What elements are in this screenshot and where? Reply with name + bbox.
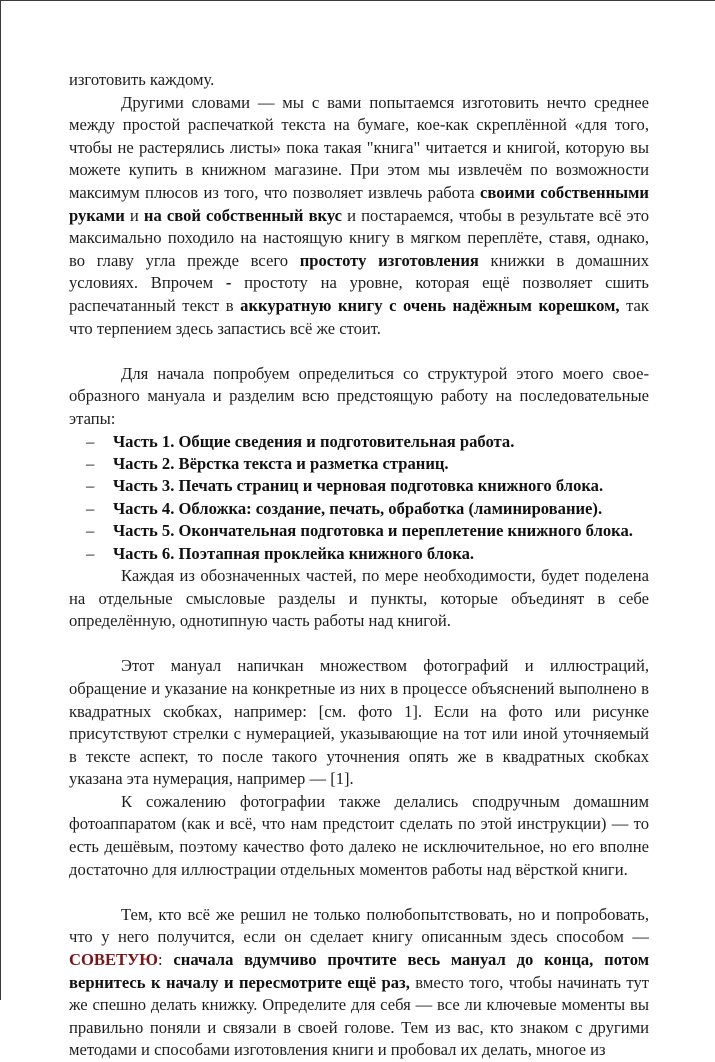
paragraph-gap [69,340,649,363]
list-item-text: Часть 2. Вёрстка текста и разметка страниц. [113,453,449,473]
dash-bullet-icon: – [86,543,95,563]
text-run: : [157,950,174,970]
parts-list [69,431,649,565]
paragraph-gap [69,881,649,904]
list-item [69,543,649,565]
text-run: К сожалению фотографии также делались сподручным домашним фотоаппаратом (как и всё, что нам предстоит сделать по этой инструкции) — то есть дешёвым, поэтому качество фото далеко не исключительное, но его вполне достаточно для иллюстрации отдельных моментов работы над вёрсткой книги. [69,791,649,879]
list-item [69,498,649,520]
text-run: и постараемся, чтобы в результате всё это максимально походило на настоящую книгу в мягком переплёте, ставя, однако, во главу угла прежде всего [69,205,649,270]
document-page [69,69,649,1062]
paragraph-after-list [69,565,649,633]
text-run: Для начала попробуем определиться со структурой этого моего свое-образного мануала и разделим всю предстоящую работу на последовательные этапы: [69,363,649,428]
dash-bullet-icon: – [86,453,95,473]
text-run: Тем, кто всё же решил не только полюбопытствовать, но и попробовать, что у него получится, если он сделает книгу описанным здесь способом — [69,904,649,947]
paragraph-continuation [69,69,649,92]
list-item [69,475,649,497]
list-item [69,431,649,453]
paragraph-advice [69,904,649,1062]
list-item-text: Часть 6. Поэтапная проклейка книжного блока. [113,543,475,563]
bold-phrase: на свой собственный вкус [143,205,343,225]
dash-bullet-icon: – [86,521,95,541]
list-item-text: Часть 3. Печать страниц и черновая подготовка книжного блока. [113,476,604,496]
paragraph-photos [69,655,649,791]
list-item-text: Часть 4. Обложка: создание, печать, обработка (ламинирование). [113,498,603,518]
list-item [69,453,649,475]
paragraph-camera [69,791,649,881]
bold-phrase: своими собственными руками [69,182,649,225]
text-run: Другими словами — мы с вами попытаемся изготовить нечто среднее между простой распечаткой текста на бумаге, кое-как скреплённой «для того, чтобы не растерялись листы» пока такая "книга" читается и книгой, которую вы можете купить в книжном магазине. При этом мы извлечём по возможности максимум плюсов из того, что позволяет извлечь работа [69,92,649,202]
paragraph-purpose [69,92,649,341]
paragraph-structure-intro [69,363,649,431]
paragraph-gap [69,633,649,656]
dash-bullet-icon: – [86,476,95,496]
list-item-text: Часть 1. Общие сведения и подготовительная работа. [113,431,515,451]
text-run: книжки в домашних условиях. Впрочем [69,250,649,293]
dash-bullet-icon: – [86,498,95,518]
text-run: вместо того, чтобы начинать тут же спешно делать книжку. Определите для себя — все ли ключевые моменты вы правильно поняли и связали в своей голове. Тем из вас, кто знаком с другими методами и способами изготовления книги и пробовал их делать, многое из [69,972,649,1060]
list-item-text: Часть 5. Окончательная подготовка и переплетение книжного блока. [113,521,633,541]
bold-phrase: простоту изготовления [299,250,479,270]
bold-advice: сначала вдумчиво прочтите весь мануал до конца, потом вернитесь к началу и пересмотрите ещё раз, [69,950,650,992]
text-run: так что терпением здесь запастись всё же стоит. [69,295,649,338]
text-run: Этот мануал напичкан множеством фотографий и иллюстраций, обращение и указание на конкретные из них в процессе объяснений выполнено в квадратных скобках, например: [см. фото 1]. Если на фото или рисунке присутствуют стрелки с нумерацией, указывающие на тот или иной уточняемый в тексте аспект, то после такого уточнения опять же в квадратных скобках указана эта нумерация, например — [1]. [69,656,649,789]
text-run: простоту на уровне, которая ещё позволяет сшить распечатанный текст в [69,273,650,315]
advice-highlight: СОВЕТУЮ [69,950,158,970]
list-item [69,520,649,542]
bold-dash: - [225,273,232,293]
text-run: и [124,205,144,225]
text-run: Каждая из обозначенных частей, по мере необходимости, будет поделена на отдельные смысловые разделы и пункты, которые объединят в себе определённую, однотипную часть работы над книгой. [69,565,649,631]
text-run: изготовить каждому. [69,70,215,89]
dash-bullet-icon: – [86,431,95,451]
bold-phrase: аккуратную книгу с очень надёжным корешком, [240,295,620,315]
